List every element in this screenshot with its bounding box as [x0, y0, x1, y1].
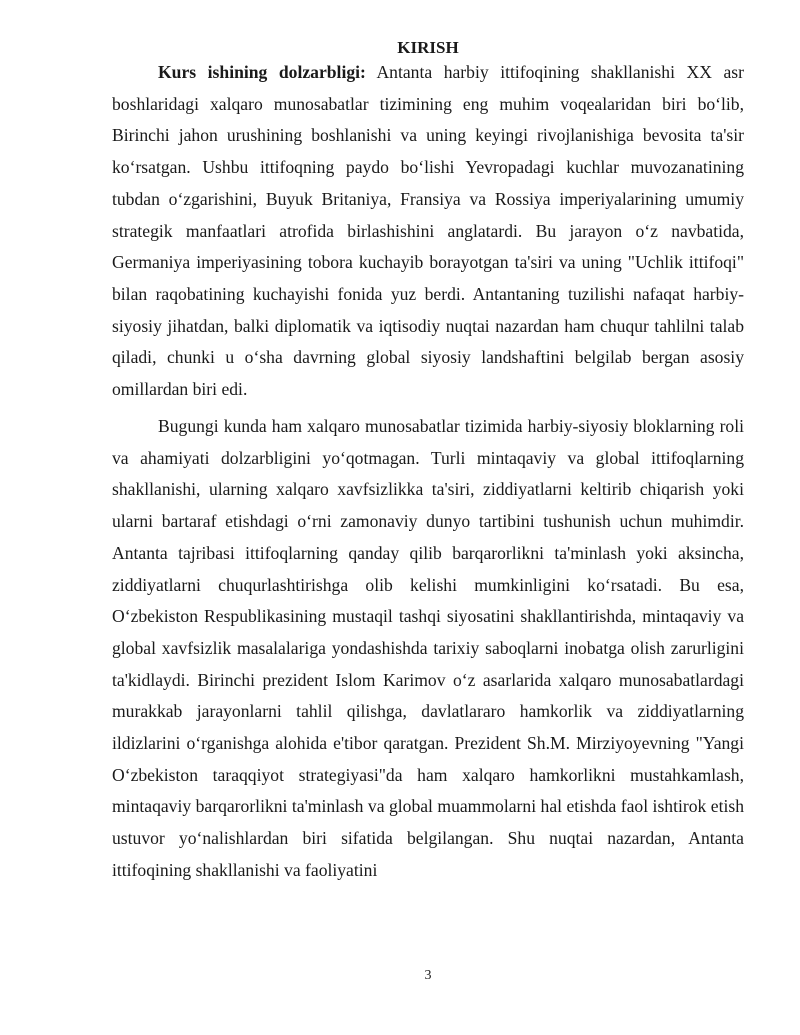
paragraph-relevance	[112, 57, 744, 406]
section-heading: KIRISH	[397, 38, 459, 57]
paragraph-1	[112, 57, 744, 406]
page-number: 3	[424, 968, 432, 983]
paragraph-2: Bugungi kunda ham xalqaro munosabatlar tizimida harbiy-siyosiy bloklarning roli va ahamiyati dolzarbligini yo‘qotmagan. Turli mintaqaviy va global ittifoqlarning shakllanishi, ularning xalqaro xavfsizlikka ta'siri, ziddiyatlarni keltirib chiqarish yoki ularni bartaraf etishdagi o‘rni zamonaviy dunyo tartibini tushunish uchun muhimdir. Antanta tajribasi ittifoqlarning qanday qilib barqarorlikni ta'minlash yoki aksincha, ziddiyatlarni chuqurlashtirishga olib kelishi mumkinligini ko‘rsatadi. Bu esa, O‘zbekiston Respublikasining mustaqil tashqi siyosatini shakllantirishda, mintaqaviy va global xavfsizlik masalalariga yondashishda tarixiy saboqlarni inobatga olish zarurligini ta'kidlaydi. Birinchi prezident Islom Karimov o‘z asarlarida xalqaro munosabatlardagi murakkab jarayonlarni tahlil qilishga, davlatlararo hamkorlik va ziddiyatlarning ildizlarini o‘rganishga alohida e'tibor qaratgan. Prezident Sh.M. Mirziyoyevning "Yangi O‘zbekiston taraqqiyot strategiyasi"da ham xalqaro hamkorlikni mustahkamlash, mintaqaviy barqarorlikni ta'minlash va global muammolarni hal etishda faol ishtirok etish ustuvor yo‘nalishlardan biri sifatida belgilangan. Shu nuqtai nazardan, Antanta ittifoqining shakllanishi va faoliyatini	[112, 416, 744, 880]
paragraph-context	[112, 411, 744, 887]
paragraph-1-text: Antanta harbiy ittifoqining shakllanishi XX asr boshlaridagi xalqaro munosabatlar tizimining eng muhim voqealaridan biri bo‘lib, Birinchi jahon urushining boshlanishi va uning keyingi rivojlanishiga bevosita ta'sir ko‘rsatgan. Ushbu ittifoqning paydo bo‘lishi Yevropadagi kuchlar muvozanatining tubdan o‘zgarishini, Buyuk Britaniya, Fransiya va Rossiya imperiyalarining umumiy strategik manfaatlari atrofida birlashishini anglatardi. Bu jarayon o‘z navbatida, Germaniya imperiyasining tobora kuchayib borayotgan ta'siri va uning "Uchlik ittifoqi" bilan raqobatining kuchayishi fonida yuz berdi. Antantaning tuzilishi nafaqat harbiy-siyosiy jihatdan, balki diplomatik va iqtisodiy nuqtai nazardan ham chuqur tahlilni talab qiladi, chunki u o‘sha davrning global siyosiy landshaftini belgilab bergan asosiy omillardan biri edi.	[112, 62, 744, 400]
paragraph-lead: Kurs ishining dolzarbligi:	[158, 62, 366, 82]
